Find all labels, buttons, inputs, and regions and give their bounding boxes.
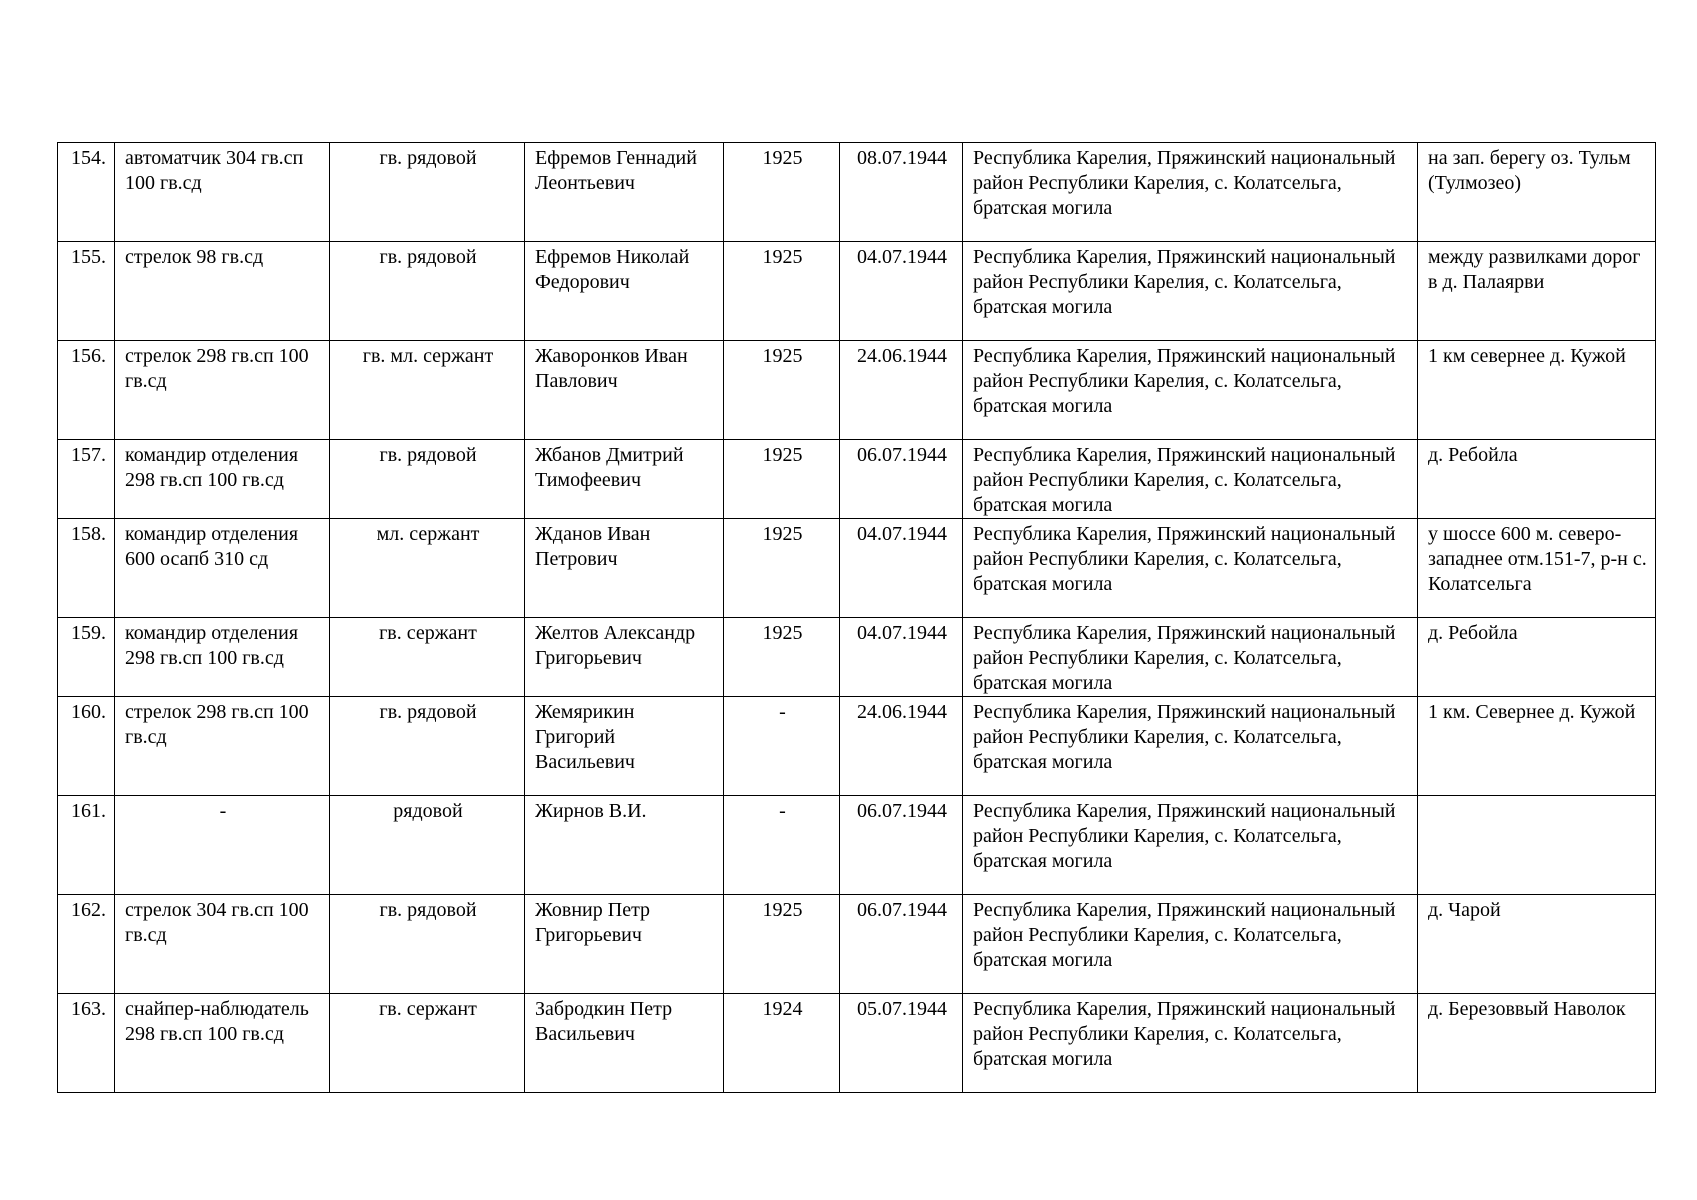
- birth-year: 1925: [724, 440, 840, 519]
- death-date: 24.06.1944: [840, 341, 963, 440]
- military-unit: стрелок 298 гв.сп 100 гв.сд: [115, 697, 330, 796]
- initial-burial-place: д. Чарой: [1418, 895, 1656, 994]
- burial-records-table: [57, 142, 1656, 1093]
- military-unit: командир отделения 298 гв.сп 100 гв.сд: [115, 440, 330, 519]
- full-name: Жданов Иван Петрович: [525, 519, 724, 618]
- full-name: Жирнов В.И.: [525, 796, 724, 895]
- row-number: 159.: [58, 618, 115, 697]
- full-name: Жаворонков Иван Павлович: [525, 341, 724, 440]
- birth-year: 1925: [724, 143, 840, 242]
- row-number: 154.: [58, 143, 115, 242]
- initial-burial-place: д. Ребойла: [1418, 440, 1656, 519]
- table-row: [58, 994, 1656, 1093]
- death-date: 24.06.1944: [840, 697, 963, 796]
- rank: гв. рядовой: [330, 242, 525, 341]
- death-date: 08.07.1944: [840, 143, 963, 242]
- full-name: Ефремов Николай Федорович: [525, 242, 724, 341]
- burial-location: Республика Карелия, Пряжинский национальный район Республики Карелия, с. Колатсельга, братская могила: [963, 895, 1418, 994]
- table-row: [58, 143, 1656, 242]
- table-row: [58, 618, 1656, 697]
- rank: гв. сержант: [330, 618, 525, 697]
- full-name: Жемярикин Григорий Васильевич: [525, 697, 724, 796]
- birth-year: 1925: [724, 242, 840, 341]
- burial-location: Республика Карелия, Пряжинский национальный район Республики Карелия, с. Колатсельга, братская могила: [963, 242, 1418, 341]
- table-row: [58, 697, 1656, 796]
- table-row: [58, 796, 1656, 895]
- birth-year: -: [724, 796, 840, 895]
- full-name: Жовнир Петр Григорьевич: [525, 895, 724, 994]
- row-number: 157.: [58, 440, 115, 519]
- burial-location: Республика Карелия, Пряжинский национальный район Республики Карелия, с. Колатсельга, братская могила: [963, 796, 1418, 895]
- rank: гв. мл. сержант: [330, 341, 525, 440]
- initial-burial-place: д. Березоввый Наволок: [1418, 994, 1656, 1093]
- rank: рядовой: [330, 796, 525, 895]
- full-name: Забродкин Петр Васильевич: [525, 994, 724, 1093]
- initial-burial-place: 1 км. Севернее д. Кужой: [1418, 697, 1656, 796]
- burial-location: Республика Карелия, Пряжинский национальный район Республики Карелия, с. Колатсельга, братская могила: [963, 440, 1418, 519]
- initial-burial-place: [1418, 796, 1656, 895]
- military-unit: снайпер-наблюдатель 298 гв.сп 100 гв.сд: [115, 994, 330, 1093]
- death-date: 04.07.1944: [840, 242, 963, 341]
- initial-burial-place: между развилками дорог в д. Палаярви: [1418, 242, 1656, 341]
- military-unit: стрелок 304 гв.сп 100 гв.сд: [115, 895, 330, 994]
- table-row: [58, 895, 1656, 994]
- initial-burial-place: на зап. берегу оз. Тульм (Тулмозео): [1418, 143, 1656, 242]
- table-row: [58, 519, 1656, 618]
- burial-location: Республика Карелия, Пряжинский национальный район Республики Карелия, с. Колатсельга, братская могила: [963, 697, 1418, 796]
- military-unit: -: [115, 796, 330, 895]
- military-unit: стрелок 98 гв.сд: [115, 242, 330, 341]
- initial-burial-place: д. Ребойла: [1418, 618, 1656, 697]
- row-number: 162.: [58, 895, 115, 994]
- military-unit: командир отделения 298 гв.сп 100 гв.сд: [115, 618, 330, 697]
- military-unit: командир отделения 600 осапб 310 сд: [115, 519, 330, 618]
- full-name: Желтов Александр Григорьевич: [525, 618, 724, 697]
- burial-location: Республика Карелия, Пряжинский национальный район Республики Карелия, с. Колатсельга, братская могила: [963, 618, 1418, 697]
- military-unit: стрелок 298 гв.сп 100 гв.сд: [115, 341, 330, 440]
- table-row: [58, 242, 1656, 341]
- full-name: Ефремов Геннадий Леонтьевич: [525, 143, 724, 242]
- death-date: 04.07.1944: [840, 618, 963, 697]
- death-date: 04.07.1944: [840, 519, 963, 618]
- full-name: Жбанов Дмитрий Тимофеевич: [525, 440, 724, 519]
- birth-year: 1925: [724, 341, 840, 440]
- burial-location: Республика Карелия, Пряжинский национальный район Республики Карелия, с. Колатсельга, братская могила: [963, 341, 1418, 440]
- table-row: [58, 440, 1656, 519]
- row-number: 155.: [58, 242, 115, 341]
- birth-year: 1924: [724, 994, 840, 1093]
- initial-burial-place: у шоссе 600 м. северо-западнее отм.151-7, р-н с. Колатсельга: [1418, 519, 1656, 618]
- initial-burial-place: 1 км севернее д. Кужой: [1418, 341, 1656, 440]
- burial-location: Республика Карелия, Пряжинский национальный район Республики Карелия, с. Колатсельга, братская могила: [963, 143, 1418, 242]
- death-date: 06.07.1944: [840, 895, 963, 994]
- row-number: 163.: [58, 994, 115, 1093]
- rank: гв. сержант: [330, 994, 525, 1093]
- rank: гв. рядовой: [330, 895, 525, 994]
- death-date: 05.07.1944: [840, 994, 963, 1093]
- burial-location: Республика Карелия, Пряжинский национальный район Республики Карелия, с. Колатсельга, братская могила: [963, 519, 1418, 618]
- birth-year: 1925: [724, 519, 840, 618]
- death-date: 06.07.1944: [840, 796, 963, 895]
- rank: гв. рядовой: [330, 697, 525, 796]
- row-number: 160.: [58, 697, 115, 796]
- rank: гв. рядовой: [330, 440, 525, 519]
- rank: гв. рядовой: [330, 143, 525, 242]
- burial-location: Республика Карелия, Пряжинский национальный район Республики Карелия, с. Колатсельга, братская могила: [963, 994, 1418, 1093]
- row-number: 161.: [58, 796, 115, 895]
- table-row: [58, 341, 1656, 440]
- birth-year: 1925: [724, 618, 840, 697]
- military-unit: автоматчик 304 гв.сп 100 гв.сд: [115, 143, 330, 242]
- death-date: 06.07.1944: [840, 440, 963, 519]
- row-number: 156.: [58, 341, 115, 440]
- rank: мл. сержант: [330, 519, 525, 618]
- birth-year: 1925: [724, 895, 840, 994]
- birth-year: -: [724, 697, 840, 796]
- row-number: 158.: [58, 519, 115, 618]
